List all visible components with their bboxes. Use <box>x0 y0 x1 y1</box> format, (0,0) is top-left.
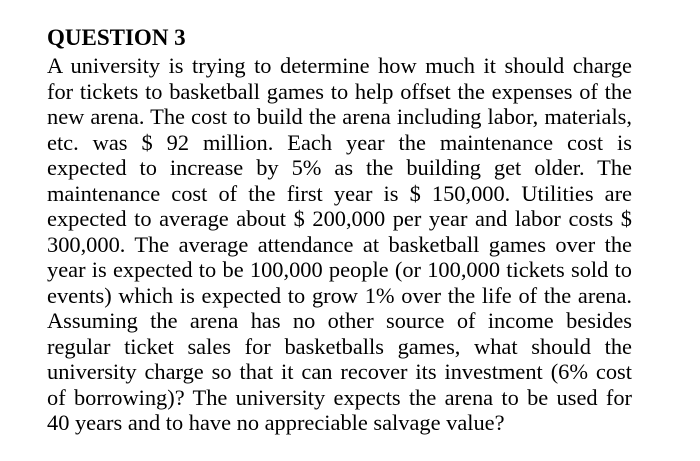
question-line: Assuming the arena has no other source of income besides <box>47 308 632 333</box>
question-line: for tickets to basketball games to help offset the expenses of the <box>47 78 632 104</box>
question-line: expected to increase by 5% as the building get older. The <box>47 155 632 180</box>
question-body <box>47 53 632 436</box>
question-line: events) which is expected to grow 1% over the life of the arena. <box>47 282 632 308</box>
question-line: 300,000. The average attendance at basketball games over the <box>47 231 632 257</box>
question-heading: QUESTION 3 <box>47 25 186 50</box>
question-line: new arena. The cost to build the arena including labor, materials, <box>47 104 632 129</box>
question-line: maintenance cost of the first year is $ 150,000. Utilities are <box>47 180 632 206</box>
question-line: expected to average about $ 200,000 per year and labor costs $ <box>47 206 632 231</box>
question-line: university charge so that it can recover its investment (6% cost <box>47 359 632 384</box>
question-line: regular ticket sales for basketballs games, what should the <box>47 333 632 359</box>
question-line: of borrowing)? The university expects the arena to be used for <box>47 384 632 410</box>
question-line: year is expected to be 100,000 people (or 100,000 tickets sold to <box>47 257 632 282</box>
question-line: etc. was $ 92 million. Each year the maintenance cost is <box>47 129 632 155</box>
question-line: A university is trying to determine how much it should charge <box>47 53 632 78</box>
question-line: 40 years and to have no appreciable salvage value? <box>47 410 505 435</box>
